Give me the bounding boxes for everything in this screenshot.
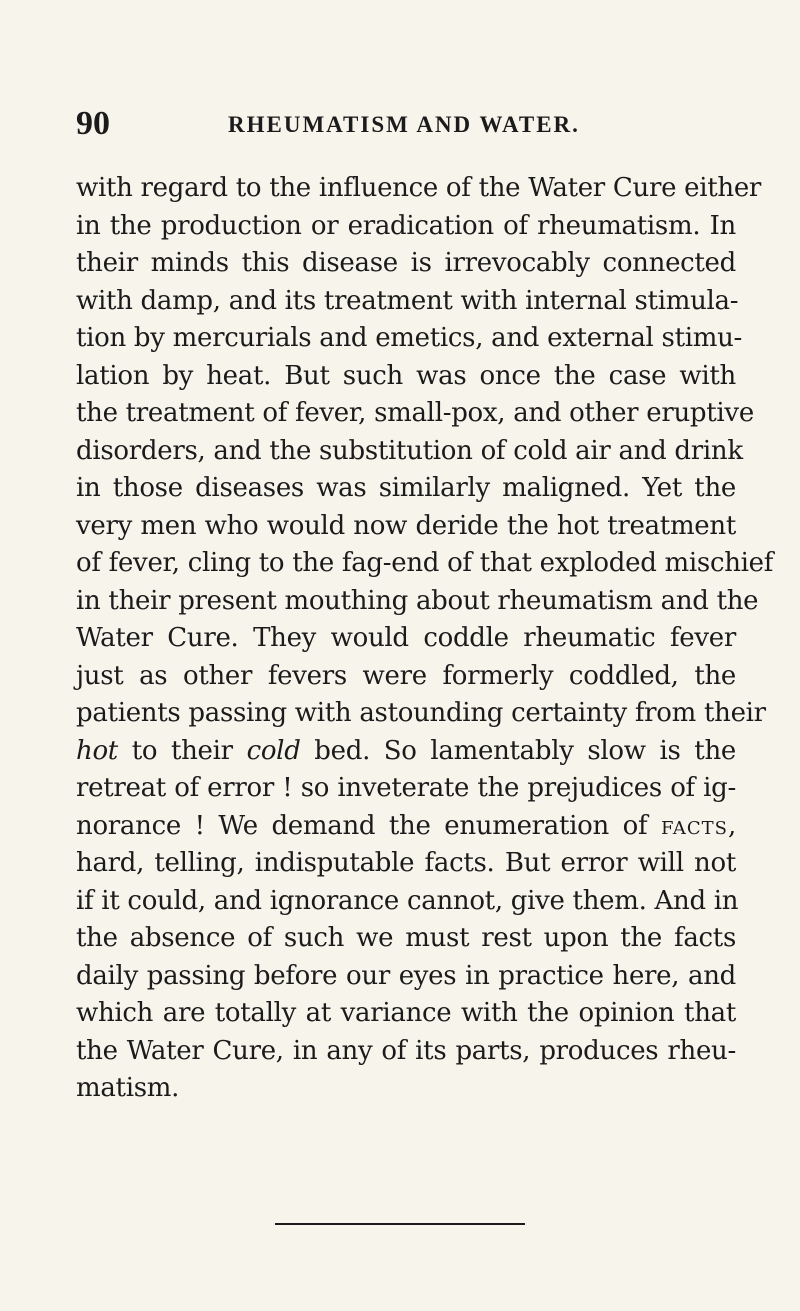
page-number: 90 bbox=[76, 105, 110, 142]
text-line: in the production or eradication of rheumatism. In bbox=[76, 210, 736, 241]
text-line: patients passing with astounding certainty from their bbox=[76, 698, 766, 728]
running-head bbox=[76, 104, 736, 144]
text-line: which are totally at variance with the opinion that bbox=[76, 998, 736, 1028]
text-fragment: to their bbox=[117, 735, 247, 766]
italic-cold: cold bbox=[246, 735, 301, 766]
text-line: in their present mouthing about rheumatism and the bbox=[76, 585, 759, 616]
text-line: their minds this disease is irrevocably connected bbox=[76, 248, 736, 278]
text-fragment: bed. So lamentably slow is the bbox=[300, 735, 736, 766]
text-line-last: matism. bbox=[76, 1073, 180, 1103]
text-line: with damp, and its treatment with internal stimula- bbox=[76, 285, 739, 316]
smallcaps-facts: facts bbox=[660, 810, 729, 841]
text-line: the Water Cure, in any of its parts, produces rheu- bbox=[76, 1035, 736, 1066]
text-line: if it could, and ignorance cannot, give them. And in bbox=[76, 885, 739, 916]
text-fragment: norance ! We demand the enumeration of bbox=[76, 810, 661, 841]
section-divider-rule bbox=[275, 1223, 525, 1225]
text-line: daily passing before our eyes in practice here, and bbox=[76, 960, 736, 991]
text-line-italic bbox=[76, 733, 736, 771]
text-line: of fever, cling to the fag-end of that exploded mischief bbox=[76, 548, 774, 578]
text-line: retreat of error ! so inveterate the prejudices of ig- bbox=[76, 773, 736, 803]
text-line: in those diseases was similarly maligned. Yet the bbox=[76, 473, 736, 503]
italic-hot: hot bbox=[76, 735, 118, 766]
text-line: the treatment of fever, small-pox, and other eruptive bbox=[76, 398, 754, 428]
text-line: Water Cure. They would coddle rheumatic fever bbox=[76, 623, 736, 653]
text-line: tion by mercurials and emetics, and external stimu- bbox=[76, 323, 743, 353]
text-fragment: , bbox=[728, 810, 736, 841]
text-line: very men who would now deride the hot treatment bbox=[76, 510, 736, 541]
text-line: just as other fevers were formerly coddled, the bbox=[76, 660, 736, 691]
running-title: RHEUMATISM AND WATER. bbox=[228, 112, 580, 137]
text-line: disorders, and the substitution of cold air and drink bbox=[76, 435, 743, 466]
body-text bbox=[76, 170, 774, 1108]
text-line-smallcaps bbox=[76, 808, 736, 846]
text-line: lation by heat. But such was once the case with bbox=[76, 360, 736, 391]
text-line: with regard to the influence of the Water Cure either bbox=[76, 173, 762, 203]
text-line: the absence of such we must rest upon the facts bbox=[76, 923, 736, 953]
text-line: hard, telling, indisputable facts. But error will not bbox=[76, 848, 736, 878]
